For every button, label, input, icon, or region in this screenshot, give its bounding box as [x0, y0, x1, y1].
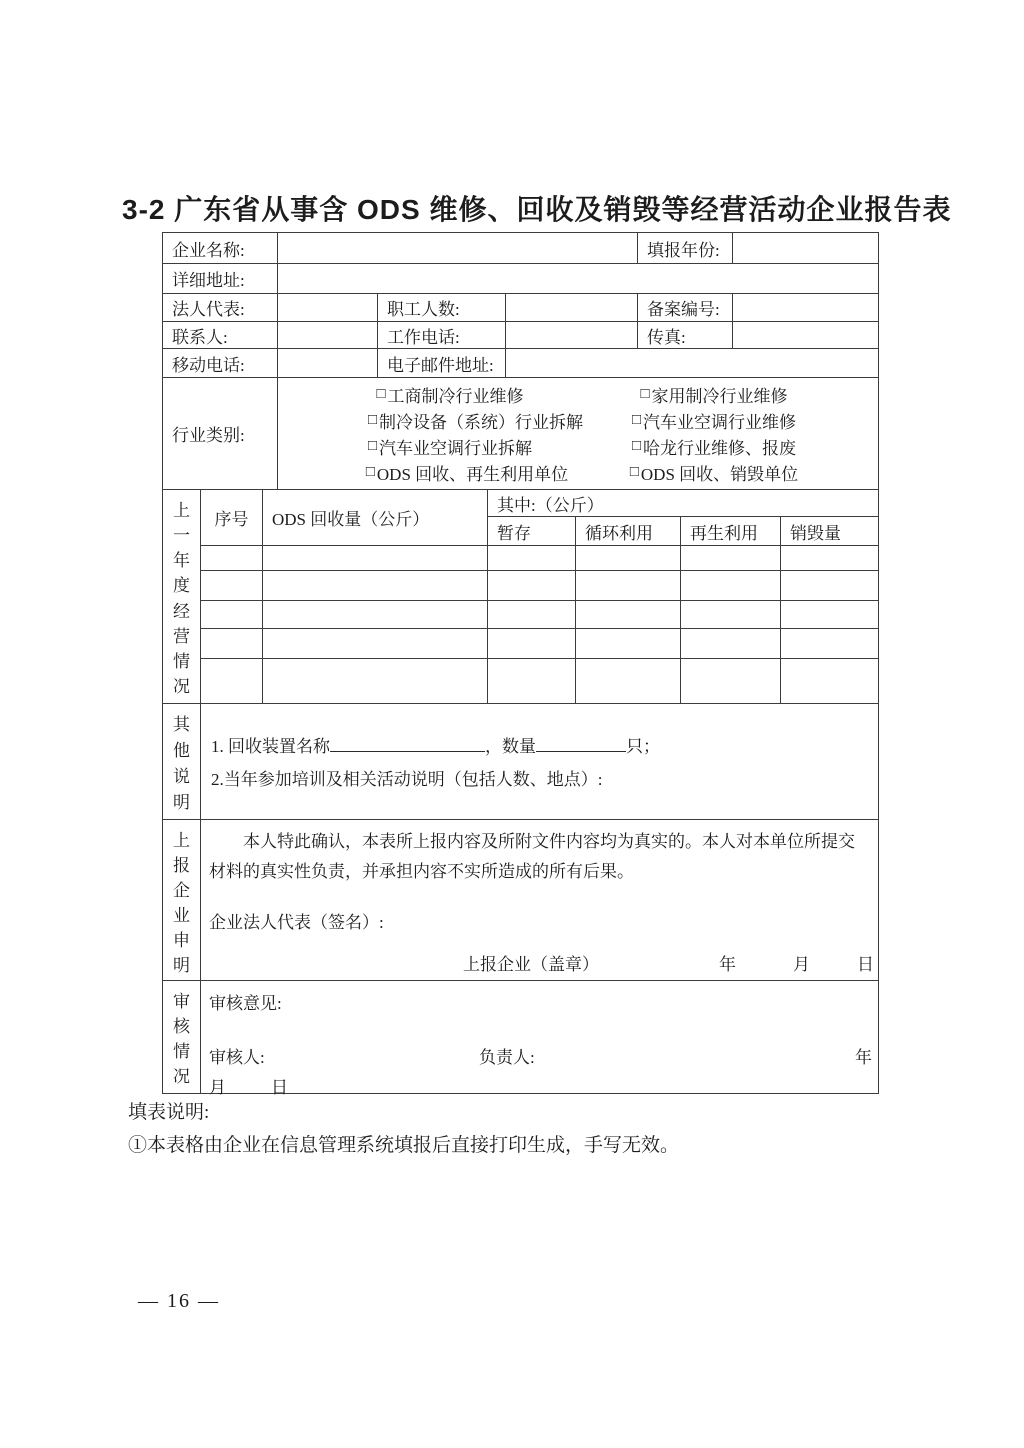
industry-option	[376, 382, 640, 407]
industry-options-row	[368, 408, 796, 433]
declare-month-label: 月	[793, 955, 810, 974]
other-notes-content	[200, 704, 878, 819]
regeneration-cell	[680, 600, 780, 628]
seq-cell	[200, 628, 262, 658]
fax-value	[732, 321, 878, 348]
page-title: 3-2 广东省从事含 ODS 维修、回收及销毁等经营活动企业报告表	[122, 194, 952, 225]
checkbox-icon: □	[640, 386, 650, 403]
checkbox-icon: □	[365, 463, 375, 480]
checkbox-icon: □	[631, 412, 642, 429]
review-month-label: 月	[209, 1078, 226, 1097]
checkbox-icon: □	[631, 437, 642, 454]
review-year-label: 年	[855, 1048, 872, 1067]
seq-cell	[200, 600, 262, 628]
address-label: 详细地址:	[163, 263, 277, 293]
mobile-value	[277, 348, 377, 377]
regeneration-cell	[680, 628, 780, 658]
legal-rep-value	[277, 293, 377, 321]
other-notes-section	[163, 703, 878, 819]
contact-label: 联系人:	[163, 321, 277, 348]
regeneration-cell	[680, 658, 780, 703]
recovery-cell	[262, 658, 487, 703]
temp-storage-cell	[487, 545, 575, 570]
checkbox-icon: □	[629, 463, 639, 480]
industry-option	[640, 382, 787, 407]
record-number-label: 备案编号:	[637, 293, 732, 321]
recovery-cell	[262, 545, 487, 570]
temp-storage-cell	[487, 658, 575, 703]
recovery-device-line: 1. 回收装置名称 ，数量 只；	[211, 730, 870, 763]
recycling-cell	[575, 570, 680, 600]
recovery-cell	[262, 600, 487, 628]
report-year-label: 填报年份:	[637, 233, 732, 263]
legal-rep-label: 法人代表:	[163, 293, 277, 321]
industry-option-label: ODS 回收、销毁单位	[640, 464, 799, 484]
industry-option	[632, 434, 796, 459]
company-stamp-label: 上报企业（盖章）	[463, 955, 599, 974]
recycling-cell	[575, 658, 680, 703]
temp-storage-cell	[487, 600, 575, 628]
seq-cell	[200, 570, 262, 600]
industry-option	[630, 460, 798, 485]
fill-in-line	[330, 735, 485, 752]
notes-heading: 填表说明:	[128, 1102, 210, 1123]
declaration-section	[163, 819, 878, 980]
contact-value	[277, 321, 377, 348]
review-vertical-label: 审 核 情 况	[173, 992, 190, 1086]
declaration-paragraph: 本人特此确认，本表所上报内容及所附文件内容均为真实的。本人对本单位所提交材料的真实性负责，并承担内容不实所造成的所有后果。	[209, 832, 855, 881]
recycling-cell	[575, 600, 680, 628]
mobile-label: 移动电话:	[163, 348, 277, 377]
work-phone-label: 工作电话:	[377, 321, 505, 348]
ods-recovery-section	[163, 489, 878, 703]
regeneration-header: 再生利用	[680, 516, 780, 545]
review-content	[200, 981, 878, 1097]
checkbox-icon: □	[367, 437, 378, 454]
page-number: — 16 —	[138, 1290, 220, 1312]
training-line: 2.当年参加培训及相关活动说明（包括人数、地点）:	[211, 770, 603, 789]
declaration-vertical-label: 上 报 企 业 申 明	[173, 831, 190, 975]
declare-year-label: 年	[719, 955, 736, 974]
temp-storage-cell	[487, 570, 575, 600]
report-year-value	[732, 233, 878, 263]
email-value	[505, 348, 878, 377]
review-opinion-label: 审核意见:	[209, 994, 282, 1013]
form-notes	[128, 1096, 908, 1162]
industry-option	[632, 408, 796, 433]
checkbox-icon: □	[376, 386, 386, 403]
basic-info-section	[163, 233, 878, 377]
other-notes-vertical-label: 其 他 说 明	[173, 715, 190, 812]
industry-option-label: 工商制冷行业维修	[387, 387, 524, 407]
staff-count-label: 职工人数:	[377, 293, 505, 321]
destruction-cell	[780, 658, 878, 703]
declare-day-label: 日	[857, 955, 874, 974]
destruction-cell	[780, 570, 878, 600]
industry-option-label: 家用制冷行业维修	[651, 387, 788, 407]
record-number-value	[732, 293, 878, 321]
industry-option-label: ODS 回收、再生利用单位	[376, 464, 569, 484]
industry-label: 行业类别:	[172, 426, 245, 445]
declaration-content	[200, 820, 878, 980]
staff-count-value	[505, 293, 637, 321]
ods-section-vertical-label: 上 一 年 度 经 营 情 况	[173, 501, 190, 696]
legal-rep-sign-label: 企业法人代表（签名）:	[209, 913, 384, 932]
responsible-person-label: 负责人:	[479, 1048, 535, 1067]
industry-option-label: 制冷设备（系统）行业拆解	[379, 413, 584, 433]
seq-header: 序号	[200, 490, 262, 545]
fax-label: 传真:	[637, 321, 732, 348]
destruction-header: 销毁量	[780, 516, 878, 545]
review-day-label: 日	[271, 1078, 288, 1097]
among-header: 其中:（公斤）	[487, 490, 878, 516]
review-section	[163, 980, 878, 1097]
industry-option	[368, 434, 632, 459]
reviewer-label: 审核人:	[209, 1048, 265, 1067]
company-name-value	[277, 233, 637, 263]
report-form-table	[162, 232, 879, 1097]
recycling-cell	[575, 545, 680, 570]
company-name-label: 企业名称:	[172, 240, 245, 260]
industry-option	[368, 408, 632, 433]
work-phone-value	[505, 321, 637, 348]
address-value	[277, 263, 878, 293]
industry-options-row	[366, 460, 798, 485]
temp-storage-cell	[487, 628, 575, 658]
fill-in-line	[536, 735, 626, 752]
note-item-1: ①本表格由企业在信息管理系统填报后直接打印生成，手写无效。	[128, 1135, 680, 1156]
regeneration-cell	[680, 570, 780, 600]
destruction-cell	[780, 600, 878, 628]
recycling-cell	[575, 628, 680, 658]
industry-options-row	[368, 434, 796, 459]
recycling-header: 循环利用	[575, 516, 680, 545]
recovery-cell	[262, 570, 487, 600]
recovery-cell	[262, 628, 487, 658]
checkbox-icon: □	[367, 412, 378, 429]
seq-cell	[200, 658, 262, 703]
industry-section	[163, 377, 878, 489]
industry-option	[366, 460, 630, 485]
industry-option-label: 哈龙行业维修、报废	[643, 438, 797, 458]
destruction-cell	[780, 628, 878, 658]
ods-recovery-header: ODS 回收量（公斤）	[262, 490, 487, 545]
industry-option-label: 汽车业空调行业拆解	[379, 438, 533, 458]
regeneration-cell	[680, 545, 780, 570]
email-label: 电子邮件地址:	[377, 348, 505, 377]
destruction-cell	[780, 545, 878, 570]
industry-options	[277, 378, 878, 489]
industry-options-row	[376, 382, 787, 407]
temp-storage-header: 暂存	[487, 516, 575, 545]
industry-option-label: 汽车业空调行业维修	[643, 413, 797, 433]
seq-cell	[200, 545, 262, 570]
